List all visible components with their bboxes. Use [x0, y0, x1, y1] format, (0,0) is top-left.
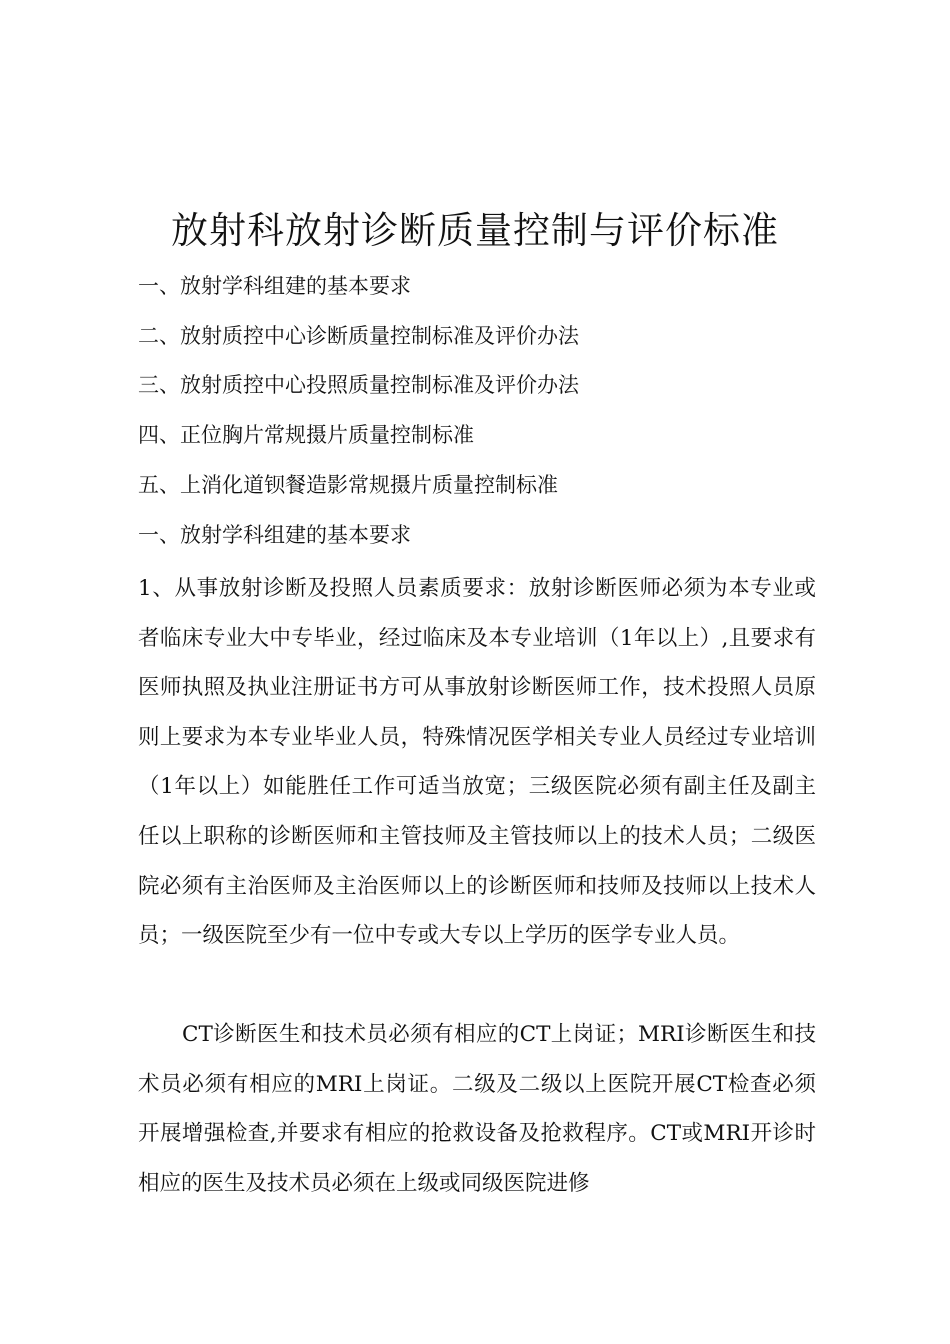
- section-heading: 一、放射学科组建的基本要求: [138, 523, 411, 547]
- toc-item-4: 四、正位胸片常规摄片质量控制标准: [138, 423, 474, 447]
- toc-item-3: 三、放射质控中心投照质量控制标准及评价办法: [138, 373, 579, 397]
- toc-item-5: 五、上消化道钡餐造影常规摄片质量控制标准: [138, 473, 558, 497]
- body-paragraph-1: 1、从事放射诊断及投照人员素质要求：放射诊断医师必须为本专业或者临床专业大中专毕业，经过临床及本专业培训（1年以上）,且要求有医师执照及执业注册证书方可从事放射诊断医师工作，技术投照人员原则上要求为本专业毕业人员，特殊情况医学相关专业人员经过专业培训（1年以上）如能胜任工作可适当放宽；三级医院必须有副主任及副主任以上职称的诊断医师和主管技师及主管技师以上的技术人员；二级医院必须有主治医师及主治医师以上的诊断医师和技师及技师以上技术人员；一级医院至少有一位中专或大专以上学历的医学专业人员。: [138, 576, 816, 949]
- toc-item-1: 一、放射学科组建的基本要求: [138, 274, 411, 298]
- body-paragraph-2: CT诊断医生和技术员必须有相应的CT上岗证；MRI诊断医生和技术员必须有相应的MRI上岗证。二级及二级以上医院开展CT检查必须开展增强检查,并要求有相应的抢救设备及抢救程序。CT或MRI开诊时相应的医生及技术员必须在上级或同级医院进修: [138, 1022, 816, 1196]
- toc-item-2: 二、放射质控中心诊断质量控制标准及评价办法: [138, 324, 579, 348]
- document-title: 放射科放射诊断质量控制与评价标准: [171, 209, 779, 252]
